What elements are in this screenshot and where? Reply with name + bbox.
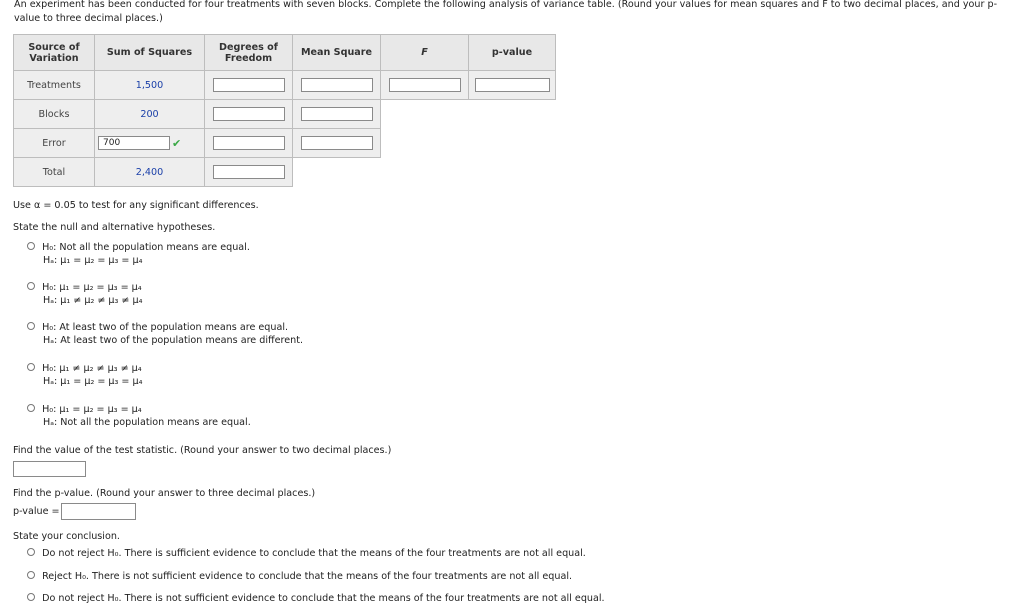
hypothesis-ha: Hₐ: μ₁ ≠ μ₂ ≠ μ₃ ≠ μ₄ bbox=[43, 295, 143, 306]
row-source: Blocks bbox=[14, 100, 95, 129]
hypothesis-h0: H₀: μ₁ = μ₂ = μ₃ = μ₄ bbox=[42, 282, 142, 293]
conclusion-text: Do not reject H₀. There is sufficient evidence to conclude that the means of the four treatments are not all equal. bbox=[42, 548, 586, 559]
pvalue-prompt: Find the p-value. (Round your answer to three decimal places.) bbox=[13, 488, 316, 499]
radio-button[interactable] bbox=[27, 548, 35, 556]
header-source: Source of Variation bbox=[14, 35, 95, 71]
table-row bbox=[14, 71, 556, 100]
header-pvalue: p-value bbox=[469, 35, 556, 71]
radio-button[interactable] bbox=[27, 404, 35, 412]
pvalue-label: p-value = bbox=[13, 506, 60, 517]
hypothesis-ha: Hₐ: At least two of the population means are different. bbox=[43, 335, 304, 346]
conclusion-text: Reject H₀. There is not sufficient evidence to conclude that the means of the four treatments are not all equal. bbox=[42, 571, 573, 582]
row-ss: 200 bbox=[95, 100, 205, 129]
error-df-input[interactable] bbox=[213, 136, 285, 150]
hypothesis-h0: H₀: μ₁ ≠ μ₂ ≠ μ₃ ≠ μ₄ bbox=[42, 363, 142, 374]
hypothesis-ha: Hₐ: μ₁ = μ₂ = μ₃ = μ₄ bbox=[43, 255, 143, 266]
radio-button[interactable] bbox=[27, 593, 35, 601]
conclusion-prompt: State your conclusion. bbox=[13, 531, 120, 542]
header-ms: Mean Square bbox=[293, 35, 381, 71]
hypothesis-ha: Hₐ: μ₁ = μ₂ = μ₃ = μ₄ bbox=[43, 376, 143, 387]
row-source: Error bbox=[14, 129, 95, 158]
alpha-text: Use α = 0.05 to test for any significant differences. bbox=[13, 200, 259, 211]
test-stat-input[interactable] bbox=[13, 461, 86, 477]
hypothesis-h0: H₀: Not all the population means are equal. bbox=[42, 242, 250, 253]
table-row bbox=[14, 100, 556, 129]
hypothesis-h0: H₀: μ₁ = μ₂ = μ₃ = μ₄ bbox=[42, 404, 142, 415]
hypothesis-option[interactable] bbox=[27, 281, 142, 307]
treatments-f-input[interactable] bbox=[389, 78, 461, 92]
radio-button[interactable] bbox=[27, 242, 35, 250]
error-ms-input[interactable] bbox=[301, 136, 373, 150]
treatments-df-input[interactable] bbox=[213, 78, 285, 92]
blocks-df-input[interactable] bbox=[213, 107, 285, 121]
hypothesis-option[interactable] bbox=[27, 403, 251, 429]
check-icon: ✔ bbox=[172, 136, 182, 150]
total-df-input[interactable] bbox=[213, 165, 285, 179]
row-ss: 1,500 bbox=[95, 71, 205, 100]
header-f: F bbox=[381, 35, 469, 71]
hypothesis-option[interactable] bbox=[27, 321, 303, 347]
conclusion-option[interactable] bbox=[27, 571, 572, 582]
error-ss-input[interactable]: 700 bbox=[98, 136, 170, 150]
question-intro: An experiment has been conducted for four treatments with seven blocks. Complete the following analysis of variance table. (Round your values for mean squares and F to two decimal places, and your p-value to three decimal places.) bbox=[14, 0, 998, 24]
hypotheses-prompt: State the null and alternative hypotheses. bbox=[13, 222, 216, 233]
conclusion-option[interactable] bbox=[27, 548, 586, 559]
pvalue-input[interactable] bbox=[61, 503, 136, 520]
radio-button[interactable] bbox=[27, 322, 35, 330]
table-row bbox=[14, 158, 556, 187]
hypothesis-ha: Hₐ: Not all the population means are equal. bbox=[43, 417, 251, 428]
table-row bbox=[14, 129, 556, 158]
hypothesis-option[interactable] bbox=[27, 362, 142, 388]
conclusion-text: Do not reject H₀. There is not sufficient evidence to conclude that the means of the four treatments are not all equal. bbox=[42, 593, 605, 604]
treatments-pvalue-input[interactable] bbox=[475, 78, 550, 92]
hypothesis-h0: H₀: At least two of the population means are equal. bbox=[42, 322, 289, 333]
row-source: Treatments bbox=[14, 71, 95, 100]
blocks-ms-input[interactable] bbox=[301, 107, 373, 121]
treatments-ms-input[interactable] bbox=[301, 78, 373, 92]
anova-table bbox=[13, 34, 556, 187]
radio-button[interactable] bbox=[27, 571, 35, 579]
conclusion-option[interactable] bbox=[27, 593, 605, 604]
row-ss: 2,400 bbox=[95, 158, 205, 187]
header-ss: Sum of Squares bbox=[95, 35, 205, 71]
radio-button[interactable] bbox=[27, 363, 35, 371]
test-stat-prompt: Find the value of the test statistic. (Round your answer to two decimal places.) bbox=[13, 445, 392, 456]
row-source: Total bbox=[14, 158, 95, 187]
header-df: Degrees of Freedom bbox=[205, 35, 293, 71]
hypothesis-option[interactable] bbox=[27, 241, 250, 267]
table-header-row bbox=[14, 35, 556, 71]
radio-button[interactable] bbox=[27, 282, 35, 290]
